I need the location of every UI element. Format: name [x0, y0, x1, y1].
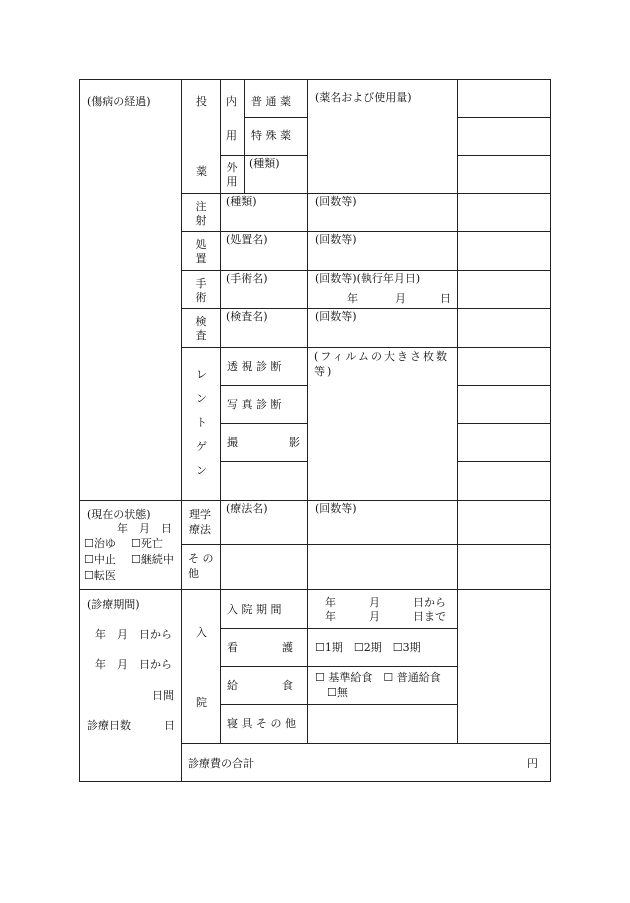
- xray-film: (フィルムの大きさ枚数等): [314, 350, 449, 378]
- line-xray-top: [181, 347, 551, 348]
- divider-points-col: [457, 79, 458, 743]
- line-hosp-2: [220, 666, 457, 667]
- line-xray-2b: [457, 423, 551, 424]
- line-surgery-top: [181, 270, 551, 271]
- line-xray-3b: [457, 461, 551, 462]
- period-visits-unit: 日: [164, 719, 175, 732]
- line-hosp-3: [220, 704, 457, 705]
- hosp-admission-from: 年 月 日から: [325, 596, 446, 609]
- injection-label: 注射: [195, 200, 207, 227]
- external-type: (種類): [249, 157, 280, 170]
- line-period-top: [79, 589, 551, 590]
- physio-label-1: 理学: [189, 508, 211, 521]
- line-total-top: [181, 743, 551, 744]
- hosp-bedding: 寝 具 そ の 他: [227, 717, 296, 730]
- xray-char-2: ン: [196, 392, 207, 405]
- line-xray-2: [220, 423, 307, 424]
- exam-label: 検査: [195, 315, 207, 342]
- surgery-day: 日: [440, 292, 451, 305]
- line-points-2: [457, 155, 551, 156]
- surgery-name: (手術名): [226, 272, 268, 285]
- surgery-month: 月: [395, 292, 406, 305]
- xray-char-3: ト: [196, 416, 207, 429]
- internal-normal: 普 通 薬: [251, 95, 291, 108]
- hosp-char-1: 入: [196, 626, 207, 639]
- xray-photo: 写 真 診 断: [227, 398, 282, 411]
- line-external-split: [220, 155, 307, 156]
- hosp-char-2: 院: [196, 696, 207, 709]
- hosp-meal-none[interactable]: ☐無: [327, 686, 348, 699]
- drug-char-2: 薬: [196, 165, 207, 178]
- xray-fluoro: 透 視 診 断: [227, 360, 282, 373]
- line-hosp-1: [220, 628, 457, 629]
- injection-type: (種類): [226, 195, 257, 208]
- hosp-meal-options[interactable]: ☐ 基準給食 ☐ 普通給食: [315, 671, 441, 684]
- period-label: (診療期間): [87, 598, 140, 611]
- line-status-top: [79, 500, 551, 501]
- surgery-count: (回数等)(執行年月日): [315, 272, 421, 285]
- treatment-count: (回数等): [315, 233, 357, 246]
- divider-detail-col: [307, 79, 308, 743]
- treatment-name: (処置名): [226, 233, 268, 246]
- status-opt-transfer[interactable]: ☐転医: [84, 569, 116, 582]
- line-other-top: [181, 544, 551, 545]
- line-xray-1b: [457, 385, 551, 386]
- status-label: (現在の状態): [87, 508, 151, 521]
- status-opt-cured[interactable]: ☐治ゆ: [84, 537, 116, 550]
- xray-char-5: ン: [196, 464, 207, 477]
- physio-count: (回数等): [315, 502, 357, 515]
- line-injection-top: [181, 193, 551, 194]
- drug-name-label: (薬名および使用量): [315, 91, 412, 104]
- outer-border-top: [79, 79, 551, 80]
- hosp-nursing: 看 護: [227, 641, 293, 654]
- divider-naiyo-col: [244, 79, 245, 193]
- status-opt-continuing[interactable]: ☐継続中: [131, 553, 174, 566]
- physio-name: (療法名): [226, 502, 268, 515]
- outer-border-left: [79, 79, 80, 781]
- outer-border-bottom: [79, 781, 551, 782]
- injection-count: (回数等): [315, 195, 357, 208]
- internal-char-1: 内: [226, 95, 237, 108]
- exam-name: (検査名): [226, 310, 268, 323]
- divider-hosp-col: [220, 589, 221, 743]
- hosp-nursing-options[interactable]: ☐1期 ☐2期 ☐3期: [315, 641, 421, 654]
- xray-char-4: ゲ: [196, 440, 207, 453]
- progress-label: (傷病の経過): [87, 95, 151, 108]
- line-exam-top: [181, 308, 551, 309]
- treatment-label: 処置: [195, 238, 207, 265]
- period-visits-label: 診療日数: [87, 719, 131, 732]
- hosp-admission: 入 院 期 間: [227, 603, 282, 616]
- exam-count: (回数等): [315, 310, 357, 323]
- divider-sub-col: [220, 79, 221, 243]
- internal-special: 特 殊 薬: [251, 129, 291, 142]
- surgery-label: 手術: [195, 277, 207, 304]
- period-from: 年 月 日から: [95, 628, 172, 641]
- status-date: 年 月 日: [117, 522, 172, 535]
- hosp-admission-to: 年 月 日まで: [325, 610, 446, 623]
- line-internal-split: [244, 117, 307, 118]
- xray-shoot-a: 撮: [227, 436, 238, 449]
- line-points-1: [457, 117, 551, 118]
- xray-shoot-b: 影: [289, 436, 300, 449]
- other-label-1: そ の: [188, 552, 214, 565]
- line-treatment-top: [181, 231, 551, 232]
- period-days: 日間: [152, 689, 174, 702]
- line-xray-3: [220, 461, 307, 462]
- hosp-meal: 給 食: [227, 679, 293, 692]
- drug-char-1: 投: [196, 95, 207, 108]
- line-xray-1: [220, 385, 307, 386]
- period-to: 年 月 日から: [95, 658, 172, 671]
- xray-char-1: レ: [196, 368, 207, 381]
- external-label: 外用: [226, 161, 238, 188]
- status-opt-stopped[interactable]: ☐中止: [84, 553, 116, 566]
- surgery-year: 年: [347, 292, 358, 305]
- total-label: 診療費の合計: [188, 757, 254, 770]
- other-label-2: 他: [188, 567, 199, 580]
- status-opt-died[interactable]: ☐死亡: [131, 537, 163, 550]
- outer-border-right: [550, 79, 551, 781]
- internal-char-2: 用: [226, 129, 237, 142]
- total-unit: 円: [527, 757, 538, 770]
- physio-label-2: 療法: [189, 523, 211, 536]
- divider-label-col: [181, 79, 182, 781]
